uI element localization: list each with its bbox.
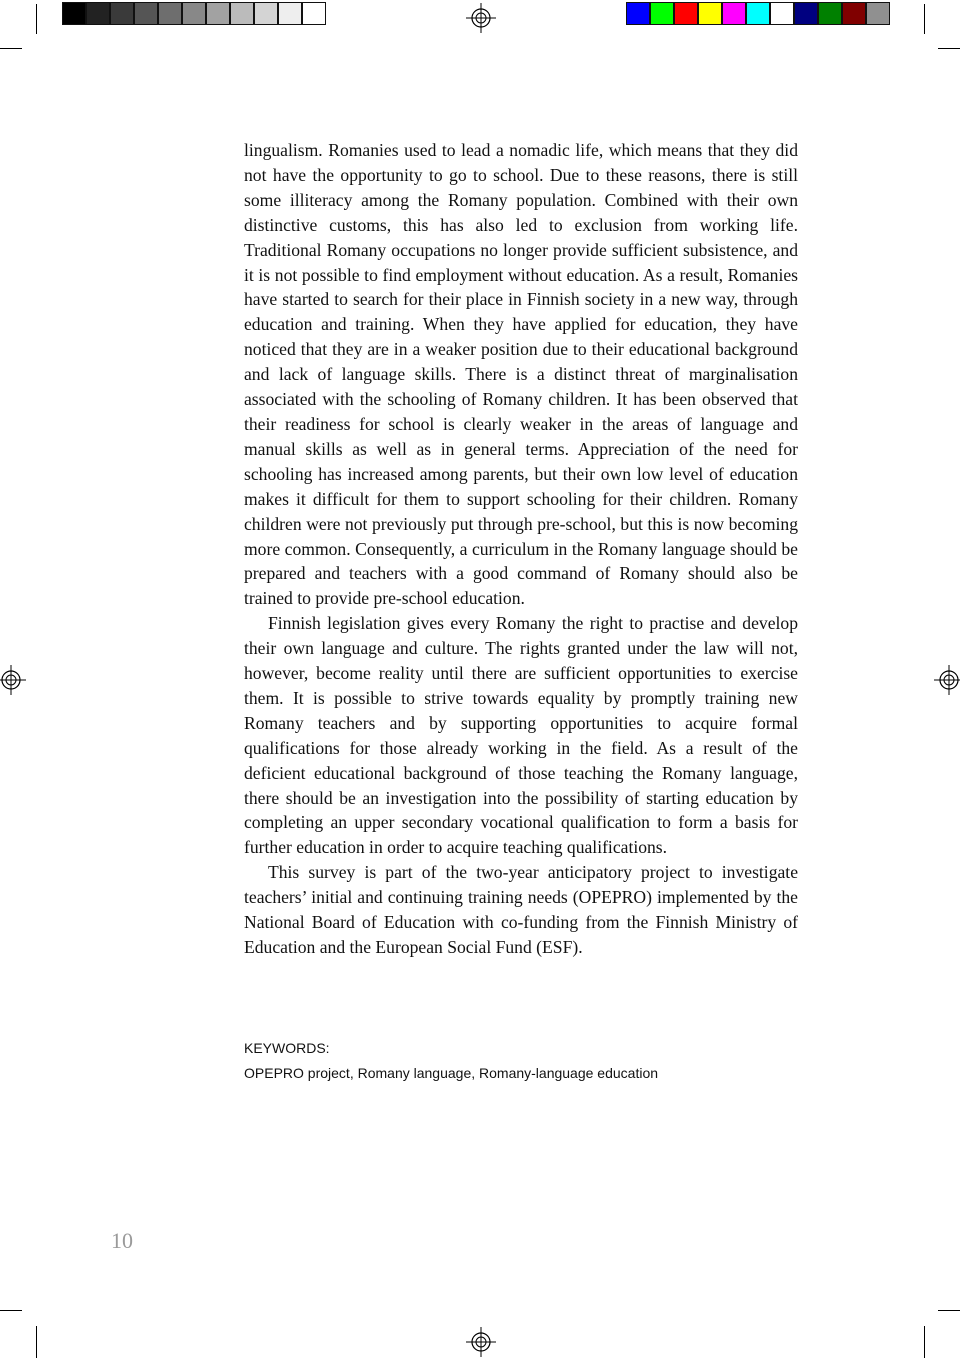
color-swatch [842, 2, 866, 25]
color-calibration-bar [626, 2, 890, 25]
body-text [244, 138, 798, 960]
color-swatch [254, 2, 278, 25]
crop-mark [924, 4, 925, 34]
color-swatch [278, 2, 302, 25]
color-swatch [134, 2, 158, 25]
crop-mark [36, 1326, 37, 1358]
color-swatch [62, 2, 86, 25]
registration-target-icon [934, 665, 960, 695]
color-swatch [86, 2, 110, 25]
registration-target-icon [466, 1327, 496, 1357]
keywords-section [244, 1040, 658, 1081]
color-swatch [866, 2, 890, 25]
color-swatch [650, 2, 674, 25]
color-swatch [302, 2, 326, 25]
color-swatch [722, 2, 746, 25]
color-swatch [626, 2, 650, 25]
color-swatch [182, 2, 206, 25]
color-swatch [230, 2, 254, 25]
crop-mark [938, 1310, 960, 1311]
color-swatch [746, 2, 770, 25]
crop-mark [924, 1326, 925, 1358]
paragraph: This survey is part of the two-year anticipatory project to investigate teachers’ initial and continuing training needs (OPEPRO) implemented by the National Board of Education with co-funding from the Finnish Ministry of Education and the European Social Fund (ESF). [244, 862, 798, 957]
paragraph: Finnish legislation gives every Romany the right to practise and develop their own language and culture. The rights granted under the law will not, however, become reality until there are sufficient opportunities to exercise them. It is possible to strive towards equality by promptly training new Romany teachers and by supporting opportunities to acquire formal qualifications for those already working in the field. As a result of the deficient educational background of those teaching the Romany language, there should be an investigation into the possibility of starting education by completing an upper secondary vocational qualification to form a basis for further education in order to acquire teaching qualifications. [244, 613, 798, 858]
color-swatch [206, 2, 230, 25]
crop-mark [0, 48, 22, 49]
registration-target-icon [466, 3, 496, 33]
paragraph: lingualism. Romanies used to lead a nomadic life, which means that they did not have the opportunity to go to school. Due to these reasons, there is still some illiteracy among the Romany population. Combined with their own distinctive customs, this has also led to exclusion from working life. Traditional Romany occupations no longer provide sufficient subsistence, and it is not possible to find employment without education. As a result, Romanies have started to search for their place in Finnish society in a new way, through education and training. When they have applied for education, they have noticed that they are in a weaker position due to their educational background and lack of language skills. There is a distinct threat of marginalisation associated with the schooling of Romany children. It has been observed that their readiness for school is clearly weaker in the areas of language and manual skills as well as in general terms. Appreciation of the need for schooling has increased among parents, but their own low level of education makes it difficult for them to support schooling for their children. Romany children were not previously put through pre-school, but this is now becoming more common. Consequently, a curriculum in the Romany language should be prepared and teachers with a good command of Romany should also be trained to provide pre-school education. [244, 140, 798, 609]
crop-mark [36, 4, 37, 34]
color-swatch [674, 2, 698, 25]
registration-target-icon [0, 665, 26, 695]
keywords-list: OPEPRO project, Romany language, Romany-language education [244, 1065, 659, 1081]
color-swatch [158, 2, 182, 25]
crop-mark [938, 48, 960, 49]
color-swatch [818, 2, 842, 25]
keywords-label: KEYWORDS: [244, 1040, 330, 1056]
crop-mark [0, 1310, 22, 1311]
page-number: 10 [111, 1228, 133, 1253]
color-swatch [698, 2, 722, 25]
grayscale-calibration-bar [62, 2, 326, 25]
color-swatch [770, 2, 794, 25]
color-swatch [110, 2, 134, 25]
color-swatch [794, 2, 818, 25]
